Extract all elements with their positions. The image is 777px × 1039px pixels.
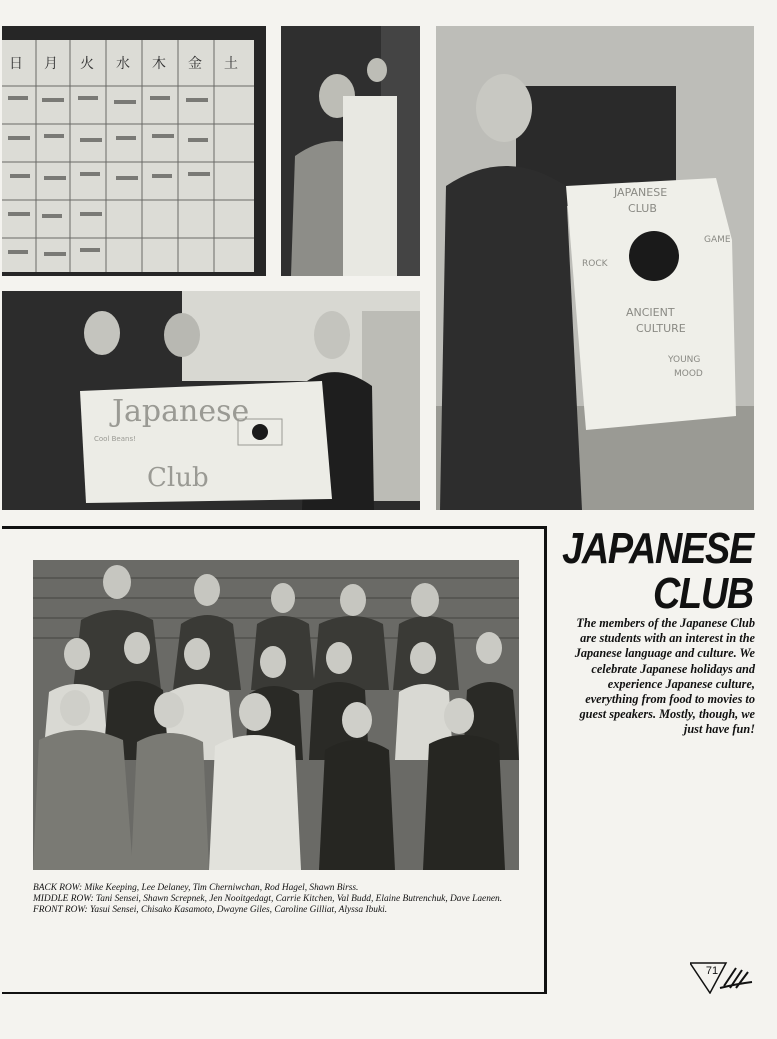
banner-text-club: Club bbox=[147, 463, 209, 493]
photo-group bbox=[33, 560, 519, 870]
banner-text-japanese: Japanese bbox=[112, 394, 250, 429]
poster-text-young: YOUNG bbox=[668, 355, 701, 365]
poster-text-ancient: ANCIENT bbox=[626, 306, 675, 319]
caption-middle-row: MIDDLE ROW: Tani Sensei, Shawn Screpnek, Jen Nooitgedagt, Carrie Kitchen, Val Budd, Elaine Butrenchuk, Dave Laenen. bbox=[33, 894, 503, 905]
photo-student-with-scroll bbox=[281, 26, 420, 276]
caption-front-row: FRONT ROW: Yasui Sensei, Chisako Kasamoto, Dwayne Giles, Caroline Gilliat, Alyssa Ibuki. bbox=[33, 905, 388, 916]
calendar-header-sat: 土 bbox=[224, 56, 238, 72]
club-description: The members of the Japanese Club are students with an interest in the Japanese language and culture. We celebrate Japanese holidays and experience Japanese culture, everything from food to movies to guest speakers. Mostly, though, we just have fun! bbox=[574, 616, 755, 737]
flag-poster-circle bbox=[629, 231, 679, 281]
group-photo-image bbox=[33, 560, 519, 870]
poster-text-culture: CULTURE bbox=[636, 322, 686, 335]
calendar-header-thu: 木 bbox=[152, 56, 166, 72]
poster-text-japanese: JAPANESE bbox=[614, 186, 668, 199]
poster-text-right: GAME bbox=[704, 235, 731, 245]
photo-calendar-poster bbox=[2, 26, 266, 276]
poster-text-mood: MOOD bbox=[674, 369, 703, 379]
flag-poster-image bbox=[436, 26, 754, 510]
page-number: 71 bbox=[705, 965, 719, 977]
calendar-header-mon: 月 bbox=[44, 56, 58, 72]
calendar-header-tue: 火 bbox=[80, 56, 94, 72]
calendar-header-sun: 日 bbox=[9, 56, 23, 72]
calendar-header-fri: 金 bbox=[188, 56, 202, 72]
page-title bbox=[562, 526, 753, 616]
caption-back-row: BACK ROW: Mike Keeping, Lee Delaney, Tim Cherniwchan, Rod Hagel, Shawn Birss. bbox=[33, 883, 359, 893]
photo-club-banner bbox=[2, 291, 420, 510]
photo-student-with-flag-poster bbox=[436, 26, 754, 510]
page-title-line-1: JAPANESE bbox=[562, 524, 753, 573]
calendar-poster-image bbox=[2, 26, 266, 276]
banner-flag-circle bbox=[252, 424, 268, 440]
poster-text-left: ROCK bbox=[582, 259, 608, 269]
group-photo-caption bbox=[33, 883, 528, 917]
calendar-header-wed: 水 bbox=[116, 56, 130, 72]
poster-text-club: CLUB bbox=[628, 202, 657, 215]
banner-side-note: Cool Beans! bbox=[94, 435, 136, 443]
student-scroll-image bbox=[281, 26, 420, 276]
page-title-line-2: CLUB bbox=[653, 569, 753, 618]
club-banner-image bbox=[2, 291, 420, 510]
